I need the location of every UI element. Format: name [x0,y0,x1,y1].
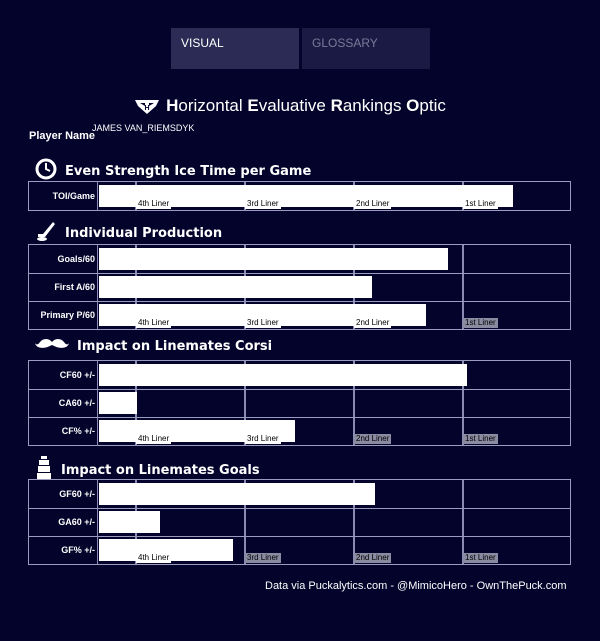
title-cap-1: E [247,96,259,115]
tier-label: 4th Liner [138,199,170,208]
tab-visual[interactable]: VISUAL [171,28,299,69]
metric-panel-0 [28,181,571,211]
metric-label: CF% +/- [61,426,95,436]
mustache-icon [35,337,69,355]
row-divider [29,417,570,418]
tier-label: 1st Liner [465,553,496,562]
metric-panel-1 [28,244,571,330]
row-divider [29,273,570,274]
metric-bar [99,276,372,298]
tab-bar [171,28,430,69]
tier-label: 1st Liner [465,318,496,327]
metric-bar [99,392,137,414]
metric-panel-3 [28,479,571,565]
title-cap-2: R [330,96,343,115]
metric-label: TOI/Game [52,191,95,201]
tier-label: 3rd Liner [247,318,279,327]
section-header-2 [35,337,272,355]
row-divider [29,508,570,509]
metric-bar [99,248,448,270]
tier-label: 4th Liner [138,434,170,443]
metric-bar [99,364,467,386]
metric-label: GF% +/- [61,545,95,555]
tier-label: 3rd Liner [247,553,279,562]
tier-gridline [462,245,464,329]
hockey-stick-puck-icon [35,220,57,246]
title-cap-3: O [406,96,420,115]
label-column-divider [97,480,98,564]
player-name-value: JAMES VAN_RIEMSDYK [92,123,195,133]
page-title [130,96,450,116]
label-column-divider [97,182,98,210]
metric-bar [99,511,160,533]
section-title-2: Impact on Linemates Corsi [77,338,273,354]
metric-label: GA60 +/- [58,517,95,527]
tier-label: 4th Liner [138,318,170,327]
title-word-1: valuative [258,96,331,115]
metric-label: CA60 +/- [58,398,95,408]
tier-label: 3rd Liner [247,199,279,208]
tab-glossary[interactable]: GLOSSARY [302,28,430,69]
row-divider [29,301,570,302]
tier-label: 2nd Liner [356,199,390,208]
tier-label: 1st Liner [465,199,496,208]
title-cap-0: H [166,96,179,115]
section-title-1: Individual Production [65,225,223,241]
metric-label: CF60 +/- [59,370,95,380]
title-word-0: orizontal [178,96,248,115]
metric-label: Goals/60 [57,254,95,264]
section-title-3: Impact on Linemates Goals [61,462,260,478]
row-divider [29,536,570,537]
title-word-3: ptic [419,96,446,115]
metric-label: GF60 +/- [59,489,95,499]
player-name-label: Player Name [29,130,96,142]
row-divider [29,389,570,390]
tier-label: 3rd Liner [247,434,279,443]
tier-label: 1st Liner [465,434,496,443]
section-header-1 [35,220,222,246]
title-word-2: ankings [342,96,407,115]
label-column-divider [97,245,98,329]
tier-gridline [462,480,464,564]
tier-label: 4th Liner [138,553,170,562]
tier-label: 2nd Liner [356,553,390,562]
footer-credit: Data via Puckalytics.com - @MimicoHero - OwnThePuck.com [265,580,567,592]
metric-label: Primary P/60 [40,310,95,320]
tier-label: 2nd Liner [356,434,390,443]
section-title-0: Even Strength Ice Time per Game [65,163,312,179]
metric-label: First A/60 [54,282,95,292]
tier-label: 2nd Liner [356,318,390,327]
metric-bar [99,483,375,505]
metric-panel-2 [28,360,571,446]
svg-text:H: H [144,105,150,112]
label-column-divider [97,361,98,445]
hero-mask-icon [134,97,160,115]
